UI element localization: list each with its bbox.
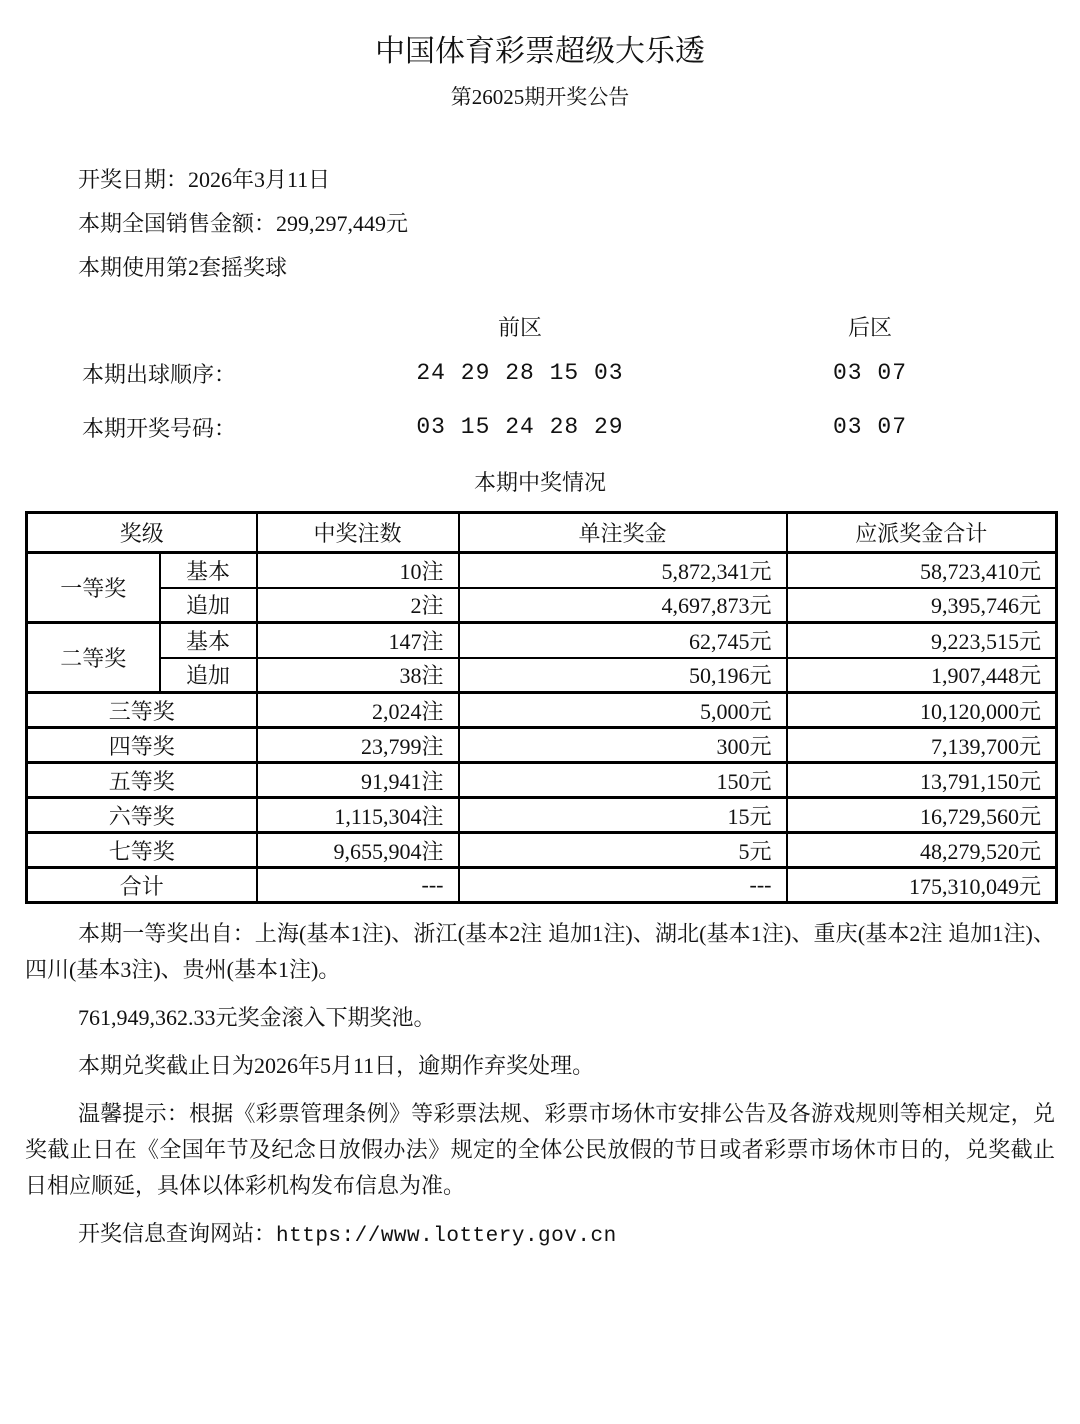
draw-info-section	[25, 158, 1055, 290]
prize-row-fifth	[27, 763, 1057, 798]
prize-table-header-row	[27, 513, 1057, 553]
tips-text: 温馨提示：根据《彩票管理条例》等彩票法规、彩票市场休市安排公告及各游戏规则等相关规定，兑奖截止日在《全国年节及纪念日放假办法》规定的全体公民放假的节日或者彩票市场休市日的，兑奖截止日相应顺延，具体以体彩机构发布信息为准。	[25, 1101, 1055, 1198]
website-label: 开奖信息查询网站：	[78, 1221, 277, 1246]
rollover-text: 761,949,362.33元奖金滚入下期奖池。	[78, 1005, 436, 1030]
total-prize-cell: 10,120,000元	[787, 693, 1057, 728]
count-cell: 23,799注	[257, 728, 459, 763]
count-cell: 9,655,904注	[257, 833, 459, 868]
prize-row-sixth	[27, 798, 1057, 833]
single-prize-cell: 5元	[459, 833, 787, 868]
count-cell: 2,024注	[257, 693, 459, 728]
count-cell: 1,115,304注	[257, 798, 459, 833]
prize-row-first-basic	[27, 553, 1057, 588]
page-title: 中国体育彩票超级大乐透	[375, 35, 705, 68]
count-cell: 91,941注	[257, 763, 459, 798]
count-cell: 147注	[257, 623, 459, 658]
single-prize-cell: 15元	[459, 798, 787, 833]
website-line	[25, 1216, 1055, 1255]
zone-header-spacer	[25, 306, 355, 346]
level-cell: 三等奖	[27, 693, 257, 728]
prize-row-total	[27, 868, 1057, 903]
total-prize-cell: 9,223,515元	[787, 623, 1057, 658]
redeem-deadline-text: 本期兑奖截止日为2026年5月11日，逾期作弃奖处理。	[78, 1053, 595, 1078]
ball-set-text: 本期使用第2套摇奖球	[78, 255, 288, 280]
total-prize-cell: 175,310,049元	[787, 868, 1057, 903]
prize-row-seventh	[27, 833, 1057, 868]
single-prize-cell: 50,196元	[459, 658, 787, 693]
count-cell: 38注	[257, 658, 459, 693]
level-cell: 一等奖	[27, 553, 160, 623]
level-cell: 四等奖	[27, 728, 257, 763]
total-prize-cell: 48,279,520元	[787, 833, 1057, 868]
prize-table	[25, 511, 1058, 904]
total-prize-cell: 13,791,150元	[787, 763, 1057, 798]
draw-order-rear-numbers: 03 07	[832, 360, 907, 386]
header-single-prize: 单注奖金	[459, 513, 787, 553]
single-prize-cell: 150元	[459, 763, 787, 798]
page-subtitle: 第26025期开奖公告	[450, 85, 630, 109]
type-cell: 追加	[160, 658, 257, 693]
total-prize-cell: 7,139,700元	[787, 728, 1057, 763]
prize-row-third	[27, 693, 1057, 728]
prize-table-title: 本期中奖情况	[473, 470, 606, 495]
sales-amount-text: 本期全国销售金额：299,297,449元	[78, 211, 409, 236]
total-prize-cell: 9,395,746元	[787, 588, 1057, 623]
total-prize-cell: 1,907,448元	[787, 658, 1057, 693]
prize-row-first-append	[27, 588, 1057, 623]
single-prize-cell: 5,872,341元	[459, 553, 787, 588]
level-cell: 七等奖	[27, 833, 257, 868]
prize-row-second-basic	[27, 623, 1057, 658]
level-cell: 二等奖	[27, 623, 160, 693]
header-level: 奖级	[27, 513, 257, 553]
header-total-prize: 应派奖金合计	[787, 513, 1057, 553]
draw-date-text: 开奖日期：2026年3月11日	[78, 167, 331, 192]
draw-order-label: 本期出球顺序：	[82, 361, 237, 387]
winning-front-numbers: 03 15 24 28 29	[416, 414, 624, 440]
single-prize-cell: ---	[459, 868, 787, 903]
website-url: https://www.lottery.gov.cn	[276, 1225, 617, 1248]
single-prize-cell: 4,697,873元	[459, 588, 787, 623]
rear-zone-header: 后区	[847, 314, 892, 340]
single-prize-cell: 5,000元	[459, 693, 787, 728]
single-prize-cell: 300元	[459, 728, 787, 763]
drawn-numbers-section	[25, 306, 1055, 454]
count-cell: 10注	[257, 553, 459, 588]
level-cell: 六等奖	[27, 798, 257, 833]
total-prize-cell: 58,723,410元	[787, 553, 1057, 588]
prize-row-fourth	[27, 728, 1057, 763]
count-cell: ---	[257, 868, 459, 903]
header-count: 中奖注数	[257, 513, 459, 553]
single-prize-cell: 62,745元	[459, 623, 787, 658]
type-cell: 基本	[160, 553, 257, 588]
prize-row-second-append	[27, 658, 1057, 693]
first-prize-origin-text: 本期一等奖出自：上海(基本1注)、浙江(基本2注 追加1注)、湖北(基本1注)、重庆(基本2注 追加1注)、四川(基本3注)、贵州(基本1注)。	[25, 921, 1055, 982]
draw-order-front-numbers: 24 29 28 15 03	[416, 360, 624, 386]
type-cell: 追加	[160, 588, 257, 623]
front-zone-header: 前区	[497, 314, 542, 340]
winning-numbers-label: 本期开奖号码：	[82, 415, 237, 441]
total-prize-cell: 16,729,560元	[787, 798, 1057, 833]
winning-rear-numbers: 03 07	[832, 414, 907, 440]
count-cell: 2注	[257, 588, 459, 623]
notes-section	[25, 916, 1055, 1255]
level-cell: 五等奖	[27, 763, 257, 798]
level-cell: 合计	[27, 868, 257, 903]
type-cell: 基本	[160, 623, 257, 658]
